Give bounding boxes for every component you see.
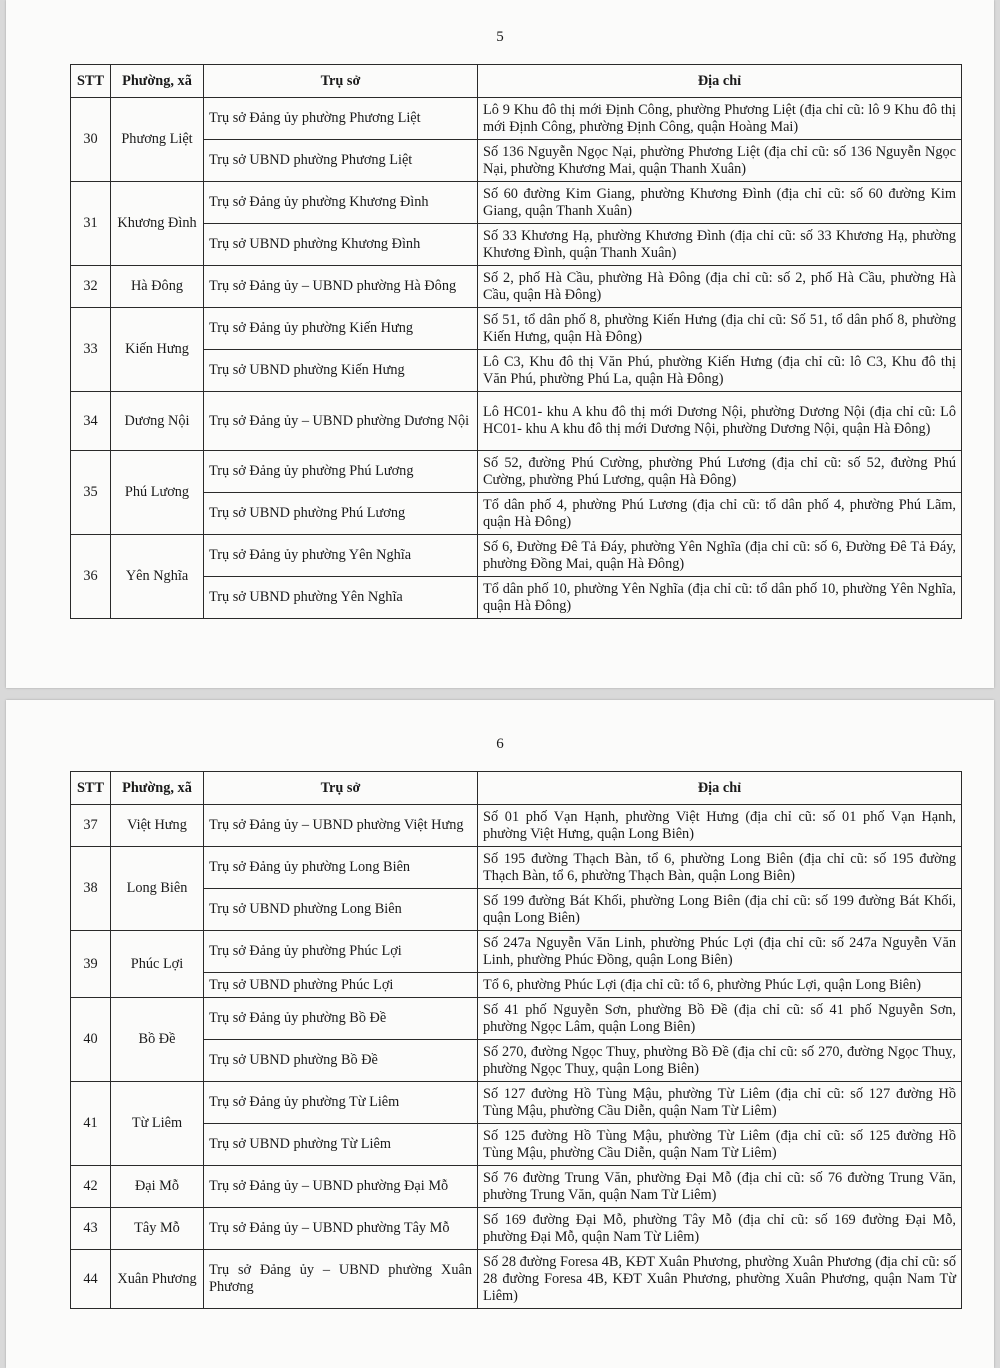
stt-cell: 37 <box>71 805 111 847</box>
address-cell: Số 127 đường Hồ Tùng Mậu, phường Từ Liêm (địa chỉ cũ: số 127 đường Hồ Tùng Mậu, phường Cầu Diễn, quận Nam Từ Liêm) <box>478 1082 962 1124</box>
headquarters-cell: Trụ sở UBND phường Từ Liêm <box>204 1124 478 1166</box>
table-row <box>71 140 962 182</box>
ward-cell: Phúc Lợi <box>111 931 204 998</box>
ward-cell: Phương Liệt <box>111 98 204 182</box>
header-stt: STT <box>71 772 111 805</box>
ward-cell: Dương Nội <box>111 392 204 451</box>
header-address: Địa chỉ <box>478 772 962 805</box>
headquarters-cell: Trụ sở Đảng ủy – UBND phường Việt Hưng <box>204 805 478 847</box>
address-cell: Số 6, Đường Đê Tả Đáy, phường Yên Nghĩa (địa chỉ cũ: số 6, Đường Đê Tả Đáy, phường Đồng Mai, quận Hà Đông) <box>478 535 962 577</box>
address-cell: Số 51, tổ dân phố 8, phường Kiến Hưng (địa chỉ cũ: Số 51, tổ dân phố 8, phường Kiến Hưng, quận Hà Đông) <box>478 308 962 350</box>
table-row <box>71 535 962 577</box>
page-number: 5 <box>496 29 504 45</box>
table-row <box>71 493 962 535</box>
stt-cell: 34 <box>71 392 111 451</box>
ward-cell: Từ Liêm <box>111 1082 204 1166</box>
ward-cell: Kiến Hưng <box>111 308 204 392</box>
headquarters-cell: Trụ sở Đảng ủy – UBND phường Hà Đông <box>204 266 478 308</box>
ward-cell: Việt Hưng <box>111 805 204 847</box>
headquarters-cell: Trụ sở Đảng ủy – UBND phường Dương Nội <box>204 392 478 451</box>
headquarters-cell: Trụ sở Đảng ủy phường Phúc Lợi <box>204 931 478 973</box>
ward-cell: Tây Mỗ <box>111 1208 204 1250</box>
address-cell: Số 169 đường Đại Mỗ, phường Tây Mỗ (địa chỉ cũ: số 169 đường Đại Mỗ, phường Đại Mỗ, quận Nam Từ Liêm) <box>478 1208 962 1250</box>
address-cell: Lô HC01- khu A khu đô thị mới Dương Nội, phường Dương Nội (địa chỉ cũ: Lô HC01- khu A khu đô thị mới Dương Nội, phường Dương Nội, quận Hà Đông) <box>478 392 962 451</box>
headquarters-cell: Trụ sở Đảng ủy phường Phú Lương <box>204 451 478 493</box>
stt-cell: 39 <box>71 931 111 998</box>
table-row <box>71 308 962 350</box>
stt-cell: 43 <box>71 1208 111 1250</box>
headquarters-cell: Trụ sở Đảng ủy – UBND phường Tây Mỗ <box>204 1208 478 1250</box>
ward-cell: Long Biên <box>111 847 204 931</box>
address-cell: Số 33 Khương Hạ, phường Khương Đình (địa chỉ cũ: số 33 Khương Hạ, phường Khương Đình, quận Thanh Xuân) <box>478 224 962 266</box>
address-cell: Số 28 đường Foresa 4B, KĐT Xuân Phương, phường Xuân Phương (địa chỉ cũ: số 28 đường Foresa 4B, KĐT Xuân Phương, phường Xuân Phương, quận Nam Từ Liêm) <box>478 1250 962 1309</box>
headquarters-cell: Trụ sở UBND phường Bồ Đề <box>204 1040 478 1082</box>
address-cell: Số 01 phố Vạn Hạnh, phường Việt Hưng (địa chỉ cũ: số 01 phố Vạn Hạnh, phường Việt Hưng, quận Long Biên) <box>478 805 962 847</box>
table-row <box>71 1250 962 1309</box>
headquarters-cell: Trụ sở UBND phường Khương Đình <box>204 224 478 266</box>
address-cell: Số 199 đường Bát Khối, phường Long Biên (địa chỉ cũ: số 199 đường Bát Khối, quận Long Biên) <box>478 889 962 931</box>
headquarters-cell: Trụ sở Đảng ủy phường Khương Đình <box>204 182 478 224</box>
headquarters-cell: Trụ sở Đảng ủy phường Kiến Hưng <box>204 308 478 350</box>
table-row <box>71 392 962 451</box>
stt-cell: 38 <box>71 847 111 931</box>
address-cell: Tổ dân phố 4, phường Phú Lương (địa chỉ cũ: tổ dân phố 4, phường Phú Lãm, quận Hà Đông) <box>478 493 962 535</box>
table-row <box>71 577 962 619</box>
table-row <box>71 973 962 998</box>
address-cell: Tổ 6, phường Phúc Lợi (địa chỉ cũ: tổ 6, phường Phúc Lợi, quận Long Biên) <box>478 973 962 998</box>
address-cell: Số 136 Nguyễn Ngọc Nại, phường Phương Liệt (địa chỉ cũ: số 136 Nguyễn Ngọc Nại, phường Khương Mai, quận Thanh Xuân) <box>478 140 962 182</box>
stt-cell: 40 <box>71 998 111 1082</box>
table-header-row <box>71 772 962 805</box>
address-cell: Số 76 đường Trung Văn, phường Đại Mỗ (địa chỉ cũ: số 76 đường Trung Văn, phường Trung Văn, quận Nam Từ Liêm) <box>478 1166 962 1208</box>
address-cell: Tổ dân phố 10, phường Yên Nghĩa (địa chỉ cũ: tổ dân phố 10, phường Yên Nghĩa, quận Hà Đông) <box>478 577 962 619</box>
table-row <box>71 1124 962 1166</box>
stt-cell: 31 <box>71 182 111 266</box>
table-row <box>71 1082 962 1124</box>
address-cell: Số 41 phố Nguyễn Sơn, phường Bồ Đề (địa chỉ cũ: số 41 phố Nguyễn Sơn, phường Ngọc Lâm, quận Long Biên) <box>478 998 962 1040</box>
address-cell: Số 2, phố Hà Cầu, phường Hà Đông (địa chỉ cũ: số 2, phố Hà Cầu, phường Hà Cầu, quận Hà Đông) <box>478 266 962 308</box>
headquarters-cell: Trụ sở UBND phường Phương Liệt <box>204 140 478 182</box>
headquarters-cell: Trụ sở UBND phường Yên Nghĩa <box>204 577 478 619</box>
ward-cell: Xuân Phương <box>111 1250 204 1309</box>
table-row <box>71 889 962 931</box>
headquarters-table <box>70 64 962 619</box>
document-page-6 <box>6 700 994 1368</box>
address-cell: Lô C3, Khu đô thị Văn Phú, phường Kiến Hưng (địa chỉ cũ: lô C3, Khu đô thị Văn Phú, phường Phú La, quận Hà Đông) <box>478 350 962 392</box>
headquarters-cell: Trụ sở Đảng ủy – UBND phường Đại Mỗ <box>204 1166 478 1208</box>
table-row <box>71 1208 962 1250</box>
document-page-5 <box>6 0 994 688</box>
header-address: Địa chỉ <box>478 65 962 98</box>
headquarters-cell: Trụ sở UBND phường Long Biên <box>204 889 478 931</box>
ward-cell: Yên Nghĩa <box>111 535 204 619</box>
stt-cell: 30 <box>71 98 111 182</box>
header-ward: Phường, xã <box>111 772 204 805</box>
stt-cell: 42 <box>71 1166 111 1208</box>
stt-cell: 35 <box>71 451 111 535</box>
header-ward: Phường, xã <box>111 65 204 98</box>
headquarters-cell: Trụ sở Đảng ủy phường Phương Liệt <box>204 98 478 140</box>
headquarters-cell: Trụ sở UBND phường Phú Lương <box>204 493 478 535</box>
headquarters-cell: Trụ sở UBND phường Phúc Lợi <box>204 973 478 998</box>
ward-cell: Đại Mỗ <box>111 1166 204 1208</box>
table-row <box>71 224 962 266</box>
table-row <box>71 182 962 224</box>
headquarters-cell: Trụ sở Đảng ủy phường Yên Nghĩa <box>204 535 478 577</box>
stt-cell: 33 <box>71 308 111 392</box>
stt-cell: 36 <box>71 535 111 619</box>
table-row <box>71 451 962 493</box>
table-row <box>71 350 962 392</box>
headquarters-cell: Trụ sở Đảng ủy – UBND phường Xuân Phương <box>204 1250 478 1309</box>
ward-cell: Khương Đình <box>111 182 204 266</box>
headquarters-cell: Trụ sở Đảng ủy phường Bồ Đề <box>204 998 478 1040</box>
ward-cell: Hà Đông <box>111 266 204 308</box>
header-stt: STT <box>71 65 111 98</box>
address-cell: Lô 9 Khu đô thị mới Định Công, phường Phương Liệt (địa chỉ cũ: lô 9 Khu đô thị mới Định Công, phường Định Công, quận Hoàng Mai) <box>478 98 962 140</box>
address-cell: Số 195 đường Thạch Bàn, tổ 6, phường Long Biên (địa chỉ cũ: số 195 đường Thạch Bàn, tổ 6, phường Thạch Bàn, quận Long Biên) <box>478 847 962 889</box>
table-row <box>71 931 962 973</box>
ward-cell: Bồ Đề <box>111 998 204 1082</box>
table-row <box>71 98 962 140</box>
address-cell: Số 247a Nguyễn Văn Linh, phường Phúc Lợi (địa chỉ cũ: số 247a Nguyễn Văn Linh, phường Phúc Đồng, quận Long Biên) <box>478 931 962 973</box>
table-row <box>71 1040 962 1082</box>
address-cell: Số 52, đường Phú Cường, phường Phú Lương (địa chỉ cũ: số 52, đường Phú Cường, phường Phú Lương, quận Hà Đông) <box>478 451 962 493</box>
table-row <box>71 805 962 847</box>
table-row <box>71 847 962 889</box>
headquarters-cell: Trụ sở Đảng ủy phường Long Biên <box>204 847 478 889</box>
table-row <box>71 998 962 1040</box>
table-row <box>71 1166 962 1208</box>
stt-cell: 44 <box>71 1250 111 1309</box>
address-cell: Số 125 đường Hồ Tùng Mậu, phường Từ Liêm (địa chỉ cũ: số 125 đường Hồ Tùng Mậu, phường Cầu Diễn, quận Nam Từ Liêm) <box>478 1124 962 1166</box>
header-headquarters: Trụ sở <box>204 65 478 98</box>
header-headquarters: Trụ sở <box>204 772 478 805</box>
page-number: 6 <box>496 736 504 752</box>
headquarters-cell: Trụ sở UBND phường Kiến Hưng <box>204 350 478 392</box>
address-cell: Số 270, đường Ngọc Thuỵ, phường Bồ Đề (địa chỉ cũ: số 270, đường Ngọc Thuỵ, phường Ngọc Thuỵ, quận Long Biên) <box>478 1040 962 1082</box>
stt-cell: 32 <box>71 266 111 308</box>
stt-cell: 41 <box>71 1082 111 1166</box>
address-cell: Số 60 đường Kim Giang, phường Khương Đình (địa chỉ cũ: số 60 đường Kim Giang, quận Thanh Xuân) <box>478 182 962 224</box>
headquarters-cell: Trụ sở Đảng ủy phường Từ Liêm <box>204 1082 478 1124</box>
ward-cell: Phú Lương <box>111 451 204 535</box>
table-header-row <box>71 65 962 98</box>
headquarters-table <box>70 771 962 1309</box>
table-row <box>71 266 962 308</box>
